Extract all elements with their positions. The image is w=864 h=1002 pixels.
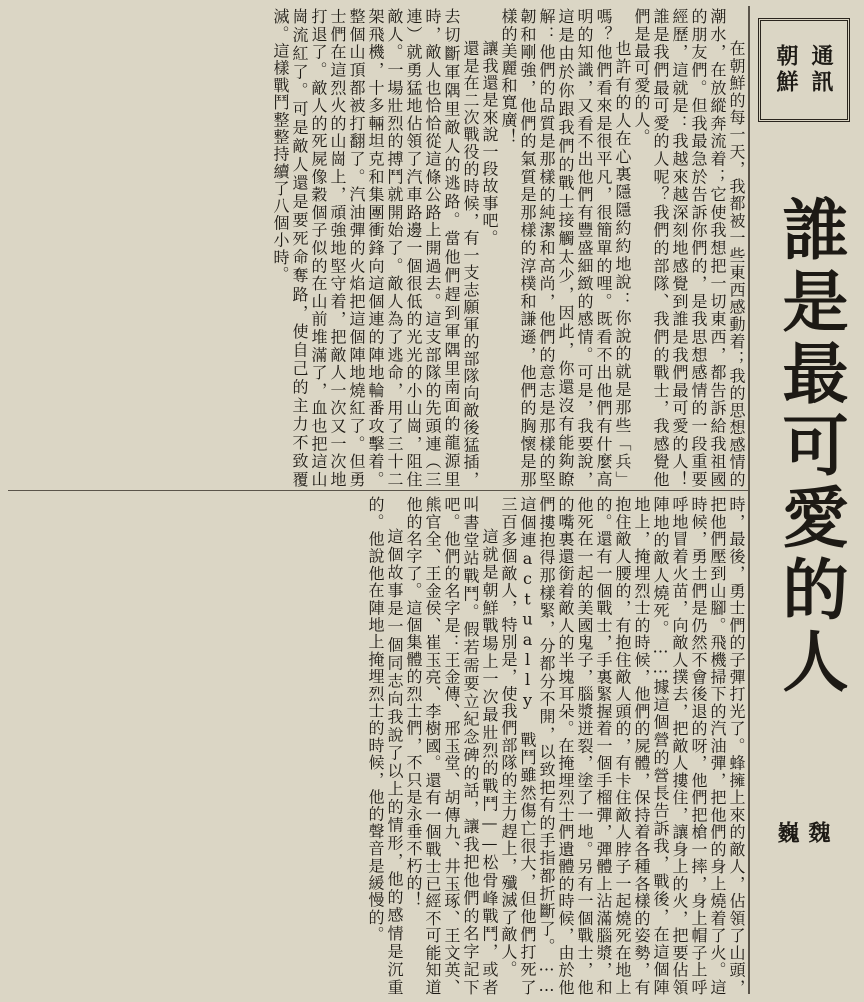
paragraph: 也許有的人在心裏隱隱約約地說：你說的就是那些「兵」嗎？他們看來是很平凡，很簡單的哩。既看不出他們有什麼高明的知識，又看不出他們有豐盛細緻的感情。可是，我要說，這是由於你跟我們的戰士接觸太少，因此，你還沒有能夠瞭解：他們的品質是那樣的純潔和高尚，他們的意志是那樣的堅韌和剛強，他們的氣質是那樣的淳樸和謙遜，他們的胸懷是那樣的美麗和寬廣！ — [499, 8, 632, 488]
column-tag-left: 通訊 — [808, 44, 834, 96]
column-tag-right: 朝鮮 — [773, 44, 799, 96]
article-title: 誰是最可愛的人 — [771, 195, 849, 699]
upper-text-block — [8, 8, 746, 488]
paragraph: 在朝鮮的每一天，我都被一些東西感動着；我的思想感情的潮水，在放縱奔流着；它使我想把一切東西，都告訴給我祖國的朋友們。但我最急於告訴你們的，是我思想感情的一段重要經歷，這就是：我越來越深刻地感覺到誰是我們最可愛的人！誰是我們最可愛的人呢？我們的部隊、我們的戰士，我感覺他們是最可愛的人。 — [632, 8, 746, 488]
article-author: 魏巍 — [774, 821, 831, 869]
paragraph: 這個故事是一個同志向我說了以上的情形，他的感情是沉重的。他說他在陣地上掩埋烈士的時候，他的聲音是緩慢的。 — [366, 496, 404, 996]
paragraph: 讓我還是來說一段故事吧。 — [480, 40, 499, 247]
section-divider — [8, 490, 748, 491]
lower-text-block — [8, 496, 746, 996]
paragraph: 還是在二次戰役的時候，有一支志願軍的部隊向敵後猛插，去切斷軍隅里敵人的逃路。當他們趕到軍隅里南面的龍源里時，敵人也恰恰從這條公路上開過去。這支部隊的先頭連（三連）就勇猛地佔領了汽車路邊一個很低的光光的小山崗，阻住敵人。一場壯烈的搏鬥就開始了。敵人為了逃命，用了三十二架飛機，十多輛坦克和集團衝鋒向這個連的陣地輪番攻擊着。整個山頂都被打翻了。汽油彈的火焰把這個陣地燒紅了。但勇士們在這烈火的山崗上，頑強地堅守着，把敵人一次又一次地打退了。敵人的死屍像穀個子似的在山前堆滿了，血也把這山崗流紅了。可是敵人還是要死命奪路，使自己的主力不致覆滅。這樣戰鬥整整持續了八個小時。 — [271, 8, 480, 488]
paragraph: 時，最後，勇士們的子彈打光了。蜂擁上來的敵人，佔領了山頭，把他們壓到山腳。飛機掃下的汽油彈，把他們的身上燒着了火。這時候，勇士們是仍然不會後退的呀，他們把槍一摔，身上帽子上呼呼地冒着火苗，向敵人撲去，把敵人摟住，讓身上的火，把要佔領陣地的敵人燒死。……據這個營的營長告訴我，戰後，在這個陣地上，掩埋烈士的時候，他們的屍體，保持着各種各樣的姿勢，有抱住敵人腰的，有抱住敵人頭的，有卡住敵人脖子一起燒死在地上的。還有一個戰士，手裏緊握着一個手榴彈，彈體上沾滿腦漿，和他死在一起的美國鬼子，腦漿迸裂，塗了一地。另有一個戰士，他的嘴裏還銜着敵人的半塊耳朵。在掩埋烈士們遺體的時候，由於他們摟抱得那樣緊，分都分不開，以致把有的手指都折斷了。……這個連actually 戰鬥雖然傷亡很大，但他們打死了三百多個敵人，特別是，使我們部隊的主力趕上，殲滅了敵人。 — [499, 496, 746, 996]
paragraph: 這就是朝鮮戰場上一次最壯烈的戰鬥——松骨峰戰鬥，或者叫書堂站戰鬥。假若需要立紀念碑的話，讓我把他們的名字記下吧。他們的名字是：王金傳、邢玉堂、胡傳九、井玉琢、王文英、熊官全、王金侯、崔玉亮、李樹國。還有一個戰士已經不可能知道他的名字了。這個集體的烈士們，不只是永垂不朽的！ — [404, 496, 499, 996]
column-divider — [748, 6, 750, 994]
column-tag-box — [758, 18, 850, 122]
